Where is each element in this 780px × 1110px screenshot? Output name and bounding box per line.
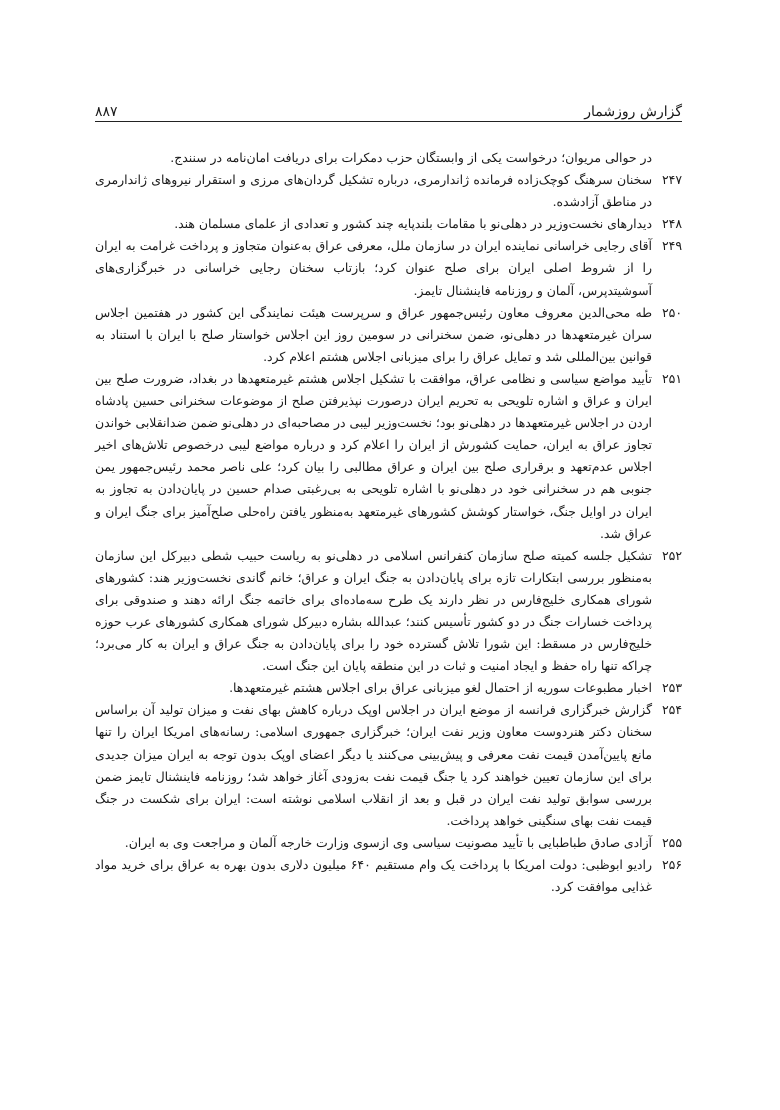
entry-text: رادیو ابوظبی: دولت امریکا با پرداخت یک وام مستقیم ۶۴۰ میلیون دلاری بدون بهره به عراق برای خرید مواد غذایی موافقت کرد. xyxy=(95,857,652,895)
page-number: ۸۸۷ xyxy=(95,104,118,120)
entry-text: طه محی‌الدین معروف معاون رئیس‌جمهور عراق و سرپرست هیئت نمایندگی این کشور در هفتمین اجلاس سران غیرمتعهدها در دهلی‌نو، ضمن سخنرانی در سومین روز این اجلاس خواستار صلح با ایران با استناد به قوانین بین‌المللی شد و تمایل عراق را برای میزبانی اجلاس هشتم اعلام کرد. xyxy=(95,304,652,364)
entry-252 xyxy=(95,545,682,678)
entry-247 xyxy=(95,169,682,213)
entry-number: ۲۵۲ xyxy=(662,547,682,563)
entry-text: آزادی صادق طباطبایی با تأیید مصونیت سیاسی وی ازسوی وزارت خارجه آلمان و مراجعت وی به ایران. xyxy=(124,834,652,850)
continuation-text: در حوالی مریوان؛ درخواست یکی از وابستگان حزب دمکرات برای دریافت امان‌نامه در سنندج. xyxy=(170,150,652,165)
entry-number: ۲۴۹ xyxy=(662,238,682,254)
page-header xyxy=(95,92,682,120)
entry-text: گزارش خبرگزاری فرانسه از موضع ایران در اجلاس اوپک درباره کاهش بهای نفت و میزان تولید آن براساس سخنان دکتر هنردوست معاون وزیر نفت ایران؛ خبرگزاری جمهوری اسلامی: رسانه‌های امریکا ایران را تنها مانع پایین‌آمدن قیمت نفت معرفی و پیش‌بینی می‌کنند یا دیگر اعضای اوپک بدون توجه به ایران میزان جدیدی برای این سازمان تعیین خواهند کرد یا جنگ قیمت نفت به‌زودی آغاز خواهد شد؛ روزنامه فاینشنال تایمز ضمن بررسی سوابق تولید نفت ایران در قبل و بعد از انقلاب اسلامی نوشته است: ایران برای شکست در جنگ قیمت نفت بهای سنگینی خواهد پرداخت. xyxy=(95,702,652,828)
entry-text: آقای رجایی خراسانی نماینده ایران در سازمان ملل، معرفی عراق به‌عنوان متجاوز و پرداخت غرامت به ایران را از شروط اصلی ایران برای صلح عنوان کرد؛ بازتاب سخنان رجایی خراسانی در خبرگزاری‌های آسوشیتدپرس، آلمان و روزنامه فاینشنال تایمز. xyxy=(95,238,652,298)
entry-text: تشکیل جلسه کمیته صلح سازمان کنفرانس اسلامی در دهلی‌نو به ریاست حبیب شطی دبیرکل این سازمان به‌منظور بررسی ابتکارات تازه برای پایان‌دادن به جنگ ایران و عراق؛ خانم گاندی نخست‌وزیر هند: کشورهای شورای همکاری خلیج‌فارس در نظر دارند یک طرح سه‌ماده‌ای برای خاتمه جنگ ارائه دهند و صندوقی برای پرداخت خسارات جنگ در دو کشور تأسیس کنند؛ عبدالله بشاره دبیرکل شورای همکاری کشورهای عرب حوزه خلیج‌فارس در مسقط: این شورا تلاش گسترده خود را برای پایان‌دادن به جنگ عراق و ایران به کار می‌برد؛ چراکه تنها راه حفظ و ایجاد امنیت و ثبات در این منطقه پایان این جنگ است. xyxy=(95,547,652,674)
entry-text: دیدارهای نخست‌وزیر در دهلی‌نو با مقامات بلندپایه چند کشور و تعدادی از علمای مسلمان هند. xyxy=(174,216,652,232)
continuation-paragraph xyxy=(95,147,682,169)
entry-number: ۲۵۱ xyxy=(662,370,682,386)
entry-251 xyxy=(95,368,682,545)
entry-number: ۲۵۰ xyxy=(662,304,682,320)
entry-number: ۲۴۸ xyxy=(662,216,682,232)
entry-text: تأیید مواضع سیاسی و نظامی عراق، موافقت با تشکیل اجلاس هشتم غیرمتعهدها در بغداد، ضرورت صلح بین ایران و عراق و اشاره تلویحی به تحریم ایران درصورت نپذیرفتن صلح از موضوعات سخنرانی حسین پادشاه اردن در اجلاس غیرمتعهدها در دهلی‌نو بود؛ نخست‌وزیر لیبی در مصاحبه‌ای در دهلی‌نو ضمن ضدانقلابی خواندن تجاوز عراق به ایران، حمایت کشورش از ایران را اعلام کرد و درباره مواضع لیبی درخصوص تلاش‌های اخیر اجلاس عدم‌تعهد و برقراری صلح بین ایران و عراق مطالبی را بیان کرد؛ علی ناصر محمد رئیس‌جمهور یمن جنوبی هم در سخنرانی خود در دهلی‌نو با اشاره تلویحی به بی‌رغبتی صدام حسین در پایان‌دادن به تجاوز به ایران در اوایل جنگ، خواستار کوشش کشورهای غیرمتعهد به‌منظور یافتن راه‌حلی صلح‌آمیز برای جنگ ایران و عراق شد. xyxy=(95,370,652,541)
header-rule xyxy=(95,121,682,122)
entry-253 xyxy=(95,677,682,699)
running-title: گزارش روزشمار xyxy=(584,104,682,120)
entry-249 xyxy=(95,235,682,301)
entry-255 xyxy=(95,832,682,854)
entry-text: سخنان سرهنگ کوچک‌زاده فرمانده ژاندارمری، درباره تشکیل گردان‌های مرزی و استقرار نیروهای ژاندارمری در مناطق آزادشده. xyxy=(95,172,652,210)
entry-number: ۲۵۶ xyxy=(662,857,682,872)
entry-number: ۲۴۷ xyxy=(662,172,682,188)
entry-number: ۲۵۴ xyxy=(662,702,682,718)
entry-text: اخبار مطبوعات سوریه از احتمال لغو میزبانی عراق برای اجلاس هشتم غیرمتعهدها. xyxy=(229,680,652,696)
entry-248 xyxy=(95,213,682,235)
entry-number: ۲۵۵ xyxy=(662,834,682,850)
entry-254 xyxy=(95,699,682,832)
entry-256 xyxy=(95,854,682,898)
entry-number: ۲۵۳ xyxy=(662,680,682,696)
entry-250 xyxy=(95,302,682,368)
chronology-body xyxy=(95,147,682,898)
